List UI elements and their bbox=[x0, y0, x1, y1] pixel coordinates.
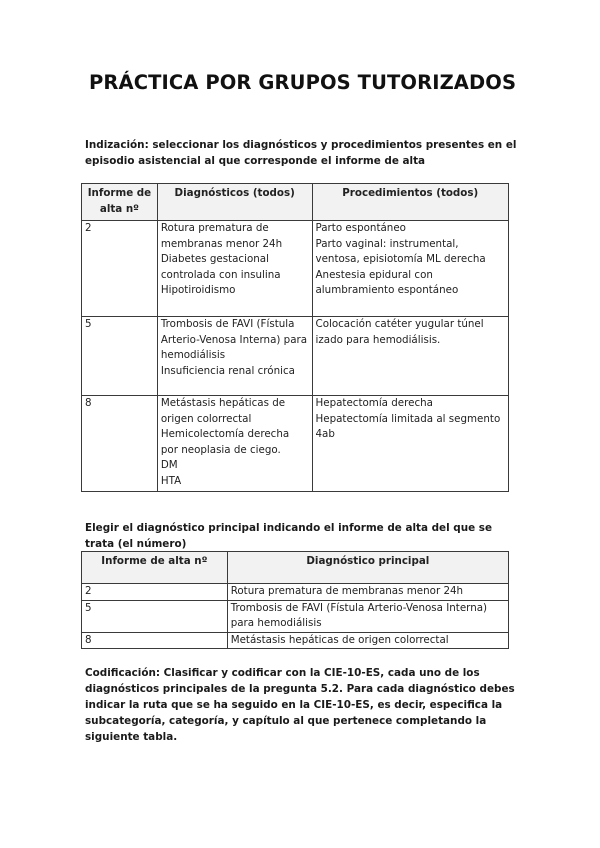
header-procedimientos: Procedimientos (todos) bbox=[312, 184, 509, 221]
cell-procedimientos bbox=[312, 317, 509, 396]
header-diagnostico-principal: Diagnóstico principal bbox=[227, 552, 508, 584]
table-row bbox=[82, 221, 509, 317]
list-item: Insuficiencia renal crónica bbox=[160, 364, 295, 377]
list-item: Hepatectomía limitada al segmento 4ab bbox=[315, 412, 501, 441]
indizacion-prompt: Indización: seleccionar los diagnósticos y procedimientos presentes en el episodio asistencial al que corresponde el informe de alta bbox=[85, 139, 517, 167]
cell-diagnosticos bbox=[157, 221, 312, 317]
cell-informe: 5 bbox=[82, 600, 228, 632]
cell-informe: 8 bbox=[82, 396, 158, 492]
table-row bbox=[82, 632, 509, 649]
list-item: Parto vaginal: instrumental, ventosa, episiotomía ML derecha bbox=[315, 237, 486, 266]
diagnostico-principal-prompt: Elegir el diagnóstico principal indicando el informe de alta del que se trata (el número) bbox=[85, 522, 493, 550]
table-header-row bbox=[82, 552, 509, 584]
table-row bbox=[82, 396, 509, 492]
cell-diagnostico: Metástasis hepáticas de origen colorrectal bbox=[227, 632, 508, 649]
cell-procedimientos bbox=[312, 396, 509, 492]
list-item: Colocación catéter yugular túnel izado para hemodiálisis. bbox=[315, 318, 484, 346]
page-title: PRÁCTICA POR GRUPOS TUTORIZADOS bbox=[89, 71, 517, 94]
header-informe: Informe de alta nº bbox=[82, 184, 158, 221]
cell-informe: 8 bbox=[82, 632, 228, 649]
list-item: Rotura prematura de membranas menor 24h bbox=[160, 222, 283, 250]
cell-diagnostico: Trombosis de FAVI (Fístula Arterio-Venosa Interna) para hemodiálisis bbox=[227, 600, 508, 632]
list-item: HTA bbox=[160, 474, 182, 487]
list-item: Hipotiroidismo bbox=[160, 284, 236, 297]
header-informe: Informe de alta nº bbox=[82, 552, 228, 584]
list-item: Diabetes gestacional controlada con insulina bbox=[160, 253, 281, 281]
list-item: Metástasis hepáticas de origen colorrectal bbox=[160, 397, 286, 425]
list-item: Anestesia epidural con alumbramiento espontáneo bbox=[315, 268, 459, 297]
cell-informe: 2 bbox=[82, 584, 228, 601]
table-row bbox=[82, 584, 509, 601]
table-header-row bbox=[82, 184, 509, 221]
cell-diagnosticos bbox=[157, 396, 312, 492]
cell-procedimientos bbox=[312, 221, 509, 317]
diagnostico-principal-table bbox=[81, 551, 509, 649]
codificacion-prompt: Codificación: Clasificar y codificar con la CIE-10-ES, cada uno de los diagnósticos principales de la pregunta 5.2. Para cada diagnóstico debes indicar la ruta que se ha seguido en la CIE-10-ES, es decir, especifica la subcategoría, categoría, y capítulo al que pertenece completando la siguiente tabla. bbox=[85, 667, 515, 743]
table-row bbox=[82, 317, 509, 396]
header-diagnosticos: Diagnósticos (todos) bbox=[157, 184, 312, 221]
list-item: Trombosis de FAVI (Fístula Arterio-Venosa Interna) para hemodiálisis bbox=[160, 318, 308, 362]
list-item: Hepatectomía derecha bbox=[315, 397, 433, 409]
list-item: Parto espontáneo bbox=[315, 222, 406, 234]
list-item: Hemicolectomía derecha por neoplasia de ciego. bbox=[160, 428, 290, 456]
indizacion-table bbox=[81, 183, 509, 492]
cell-diagnostico: Rotura prematura de membranas menor 24h bbox=[227, 584, 508, 601]
list-item: DM bbox=[160, 459, 178, 472]
cell-informe: 2 bbox=[82, 221, 158, 317]
cell-informe: 5 bbox=[82, 317, 158, 396]
cell-diagnosticos bbox=[157, 317, 312, 396]
table-row bbox=[82, 600, 509, 632]
